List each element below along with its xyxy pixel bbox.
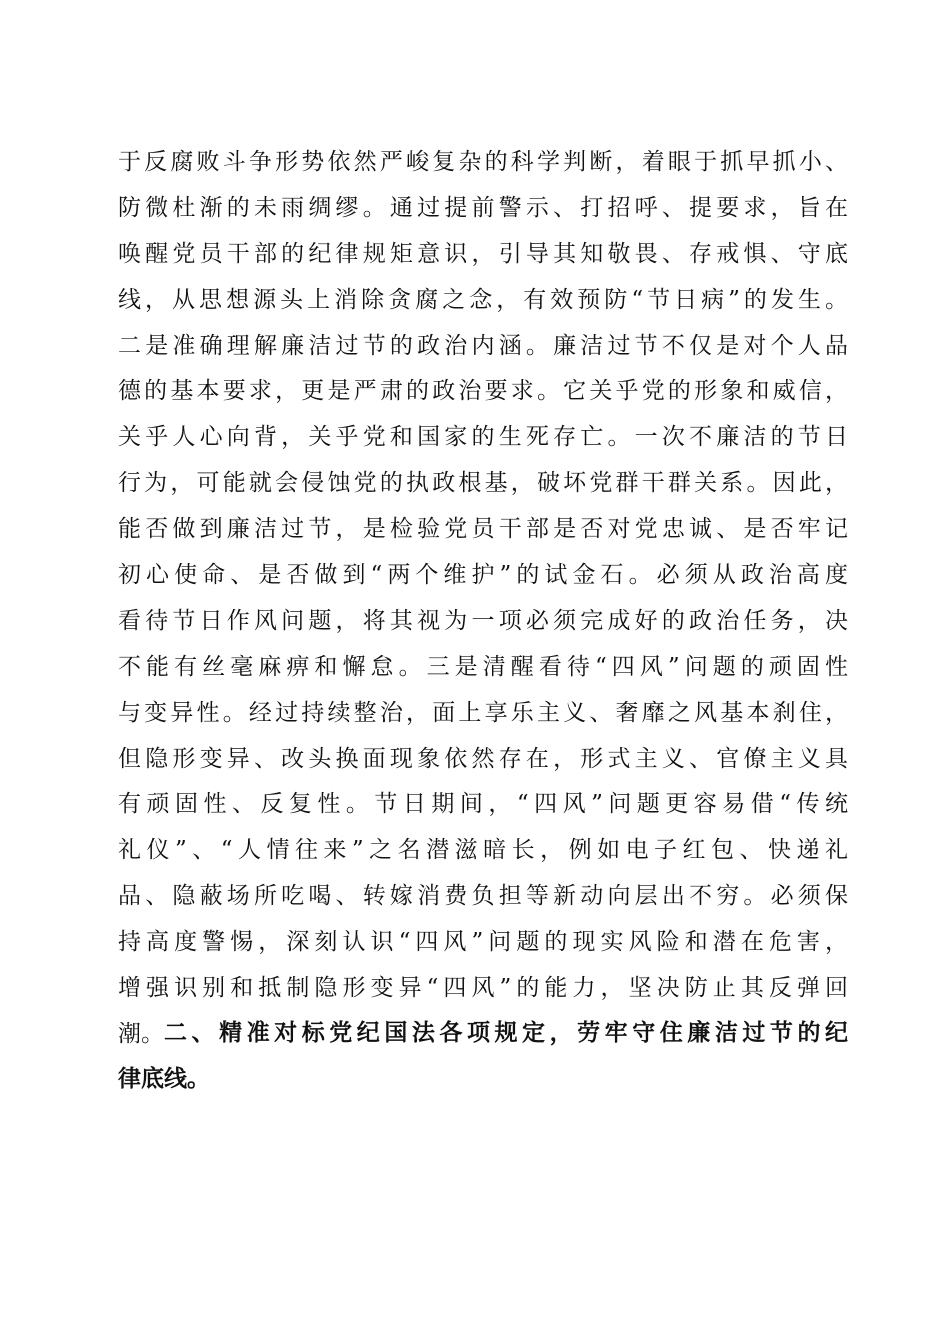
text-line: 潮。 (118, 1020, 164, 1047)
text-line: 增强识别和抵制隐形变异“四风”的能力，坚决防止其反弹回 (118, 975, 848, 1002)
text-line: 线，从思想源头上消除贪腐之念，有效预防“节日病”的发生。 (118, 286, 848, 313)
text-line: 礼仪”、“人情往来”之名潜滋暗长，例如电子红包、快递礼 (118, 837, 848, 864)
text-line: 能否做到廉洁过节，是检验党员干部是否对党忠诚、是否牢记 (118, 516, 848, 543)
text-line: 持高度警惕，深刻认识“四风”问题的现实风险和潜在危害， (118, 929, 848, 956)
body-paragraph (118, 140, 848, 1058)
text-line: 不能有丝毫麻痹和懈怠。三是清醒看待“四风”问题的顽固性 (118, 653, 848, 680)
text-line: 唤醒党员干部的纪律规矩意识，引导其知敬畏、存戒惧、守底 (118, 240, 848, 267)
text-line: 有顽固性、反复性。节日期间，“四风”问题更容易借“传统 (118, 791, 848, 818)
text-line: 但隐形变异、改头换面现象依然存在，形式主义、官僚主义具 (118, 745, 848, 772)
section-heading (118, 1010, 848, 1102)
text-line: 初心使命、是否做到“两个维护”的试金石。必须从政治高度 (118, 562, 848, 589)
text-line: 二是准确理解廉洁过节的政治内涵。廉洁过节不仅是对个人品 (118, 332, 848, 359)
text-line: 品、隐蔽场所吃喝、转嫁消费负担等新动向层出不穷。必须保 (118, 883, 848, 910)
heading-line: 律底线。 (118, 1066, 210, 1092)
text-line: 防微杜渐的未雨绸缪。通过提前警示、打招呼、提要求，旨在 (118, 194, 848, 221)
text-line: 行为，可能就会侵蚀党的执政根基，破坏党群干群关系。因此， (118, 470, 848, 497)
text-line: 德的基本要求，更是严肃的政治要求。它关乎党的形象和威信， (118, 378, 848, 405)
text-line: 看待节日作风问题，将其视为一项必须完成好的政治任务，决 (118, 607, 848, 634)
text-line: 关乎人心向背，关乎党和国家的生死存亡。一次不廉洁的节日 (118, 424, 848, 451)
text-line: 于反腐败斗争形势依然严峻复杂的科学判断，着眼于抓早抓小、 (118, 149, 848, 175)
heading-line: 二、精准对标党纪国法各项规定，劳牢守住廉洁过节的纪 (164, 1020, 848, 1046)
text-line: 与变异性。经过持续整治，面上享乐主义、奢靡之风基本刹住， (118, 699, 848, 726)
